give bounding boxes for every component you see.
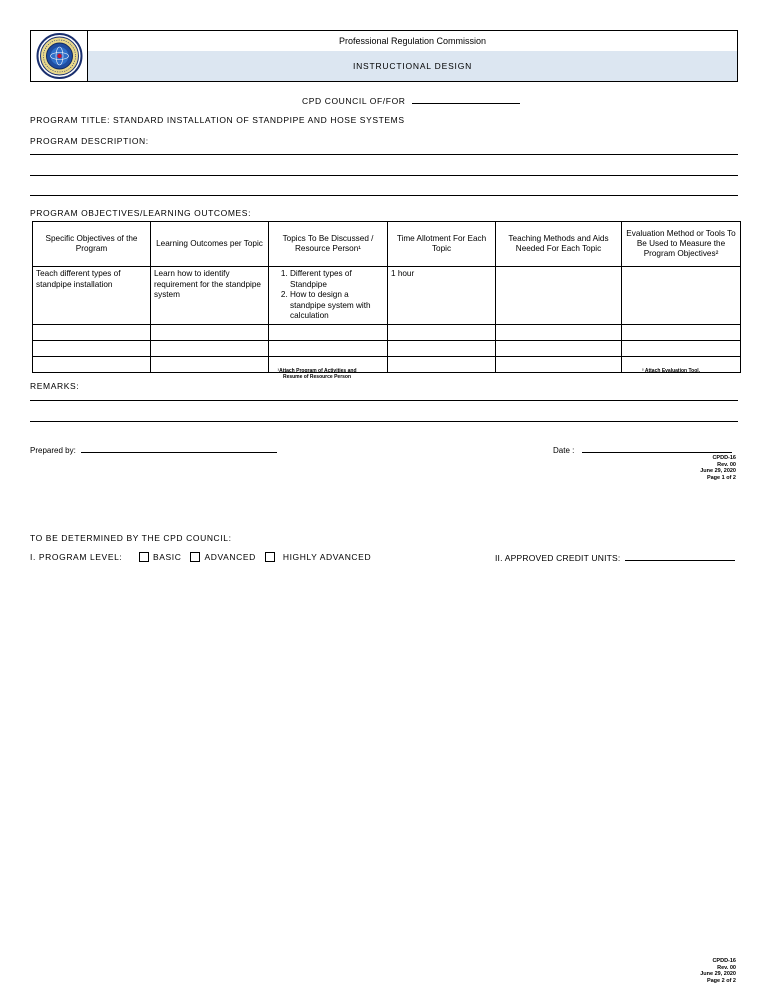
- cell-objective[interactable]: Teach different types of standpipe installation: [33, 267, 151, 325]
- prepared-by-label: Prepared by:: [30, 446, 76, 455]
- program-level-label: I. PROGRAM LEVEL:: [30, 552, 123, 562]
- cell-topics[interactable]: [269, 267, 388, 325]
- empty-cell[interactable]: [388, 340, 496, 356]
- empty-cell[interactable]: [269, 324, 388, 340]
- table-row: [33, 267, 741, 325]
- col-header-outcomes: Learning Outcomes per Topic: [151, 222, 269, 267]
- cpd-council-blank[interactable]: [412, 95, 520, 104]
- table-row: [33, 356, 741, 372]
- empty-cell[interactable]: [33, 356, 151, 372]
- credit-units-blank[interactable]: [625, 552, 735, 561]
- level-option-advanced[interactable]: [190, 552, 255, 562]
- date-blank[interactable]: [582, 444, 732, 453]
- cell-evaluation[interactable]: [622, 267, 741, 325]
- empty-cell[interactable]: [151, 324, 269, 340]
- checkbox-icon[interactable]: [190, 552, 200, 562]
- option-label: ADVANCED: [204, 552, 256, 562]
- empty-cell[interactable]: [33, 324, 151, 340]
- option-label: BASIC: [152, 552, 182, 562]
- organization-name: Professional Regulation Commission: [88, 31, 737, 52]
- description-line-1[interactable]: [30, 154, 738, 155]
- empty-cell[interactable]: [151, 356, 269, 372]
- objectives-table: [32, 221, 741, 373]
- revision-date: June 29, 2020: [700, 468, 736, 474]
- empty-cell[interactable]: [33, 340, 151, 356]
- date-label: Date :: [553, 446, 575, 455]
- table-row: [33, 324, 741, 340]
- document-title: INSTRUCTIONAL DESIGN: [88, 51, 737, 81]
- cpd-determined-label: TO BE DETERMINED BY THE CPD COUNCIL:: [30, 533, 232, 543]
- description-line-3[interactable]: [30, 195, 738, 196]
- empty-cell[interactable]: [622, 324, 741, 340]
- table-row: [33, 340, 741, 356]
- empty-cell[interactable]: [496, 340, 622, 356]
- col-header-time: Time Allotment For Each Topic: [388, 222, 496, 267]
- cell-time[interactable]: 1 hour: [388, 267, 496, 325]
- cell-outcome[interactable]: Learn how to identify requirement for the standpipe system: [151, 267, 269, 325]
- footnote-1: [256, 368, 378, 380]
- remarks-line-2[interactable]: [30, 421, 738, 422]
- col-header-methods: Teaching Methods and Aids Needed For Each Topic: [496, 222, 622, 267]
- empty-cell[interactable]: [622, 340, 741, 356]
- col-header-evaluation: Evaluation Method or Tools To Be Used to Measure the Program Objectives²: [622, 222, 741, 267]
- empty-cell[interactable]: [496, 324, 622, 340]
- page-number: Page 2 of 2: [706, 977, 736, 984]
- credit-units-label: II. APPROVED CREDIT UNITS:: [495, 553, 621, 563]
- page-number: Page 1 of 2: [706, 474, 736, 481]
- form-code: CPDD-16: [712, 958, 736, 964]
- footnote-2: ² Attach Evaluation Tool.: [642, 368, 701, 374]
- cell-methods[interactable]: [496, 267, 622, 325]
- program-title: PROGRAM TITLE: STANDARD INSTALLATION OF STANDPIPE AND HOSE SYSTEMS: [30, 115, 405, 125]
- remarks-line-1[interactable]: [30, 400, 738, 401]
- topic-item: 1. Different types of Standpipe: [290, 269, 384, 290]
- remarks-label: REMARKS:: [30, 381, 80, 391]
- empty-cell[interactable]: [269, 340, 388, 356]
- prc-seal-icon: [31, 31, 88, 81]
- cpd-council-label: CPD COUNCIL OF/FOR: [302, 96, 406, 106]
- cpd-council-line: [302, 95, 520, 106]
- empty-cell[interactable]: [388, 356, 496, 372]
- empty-cell[interactable]: [151, 340, 269, 356]
- footnote-1-line-2: Resume of Resource Person: [282, 374, 352, 380]
- revision: Rev. 00: [717, 461, 736, 468]
- col-header-objectives: Specific Objectives of the Program: [33, 222, 151, 267]
- credit-units-row: [495, 552, 735, 563]
- program-level-row: [30, 552, 371, 563]
- empty-cell[interactable]: [388, 324, 496, 340]
- col-header-topics: Topics To Be Discussed / Resource Person¹: [269, 222, 388, 267]
- topic-item: 2. How to design a standpipe system with calculation: [290, 290, 384, 322]
- program-description-label: PROGRAM DESCRIPTION:: [30, 136, 149, 146]
- prepared-by-blank[interactable]: [81, 444, 277, 453]
- checkbox-icon[interactable]: [265, 552, 275, 562]
- document-header: [30, 30, 738, 82]
- page-2-meta: [700, 958, 736, 984]
- level-option-basic[interactable]: [139, 552, 182, 562]
- footnote-1-line-1: ¹Attach Program of Activities and: [277, 368, 357, 374]
- form-code: CPDD-16: [712, 455, 736, 461]
- revision: Rev. 00: [717, 964, 736, 971]
- description-line-2[interactable]: [30, 175, 738, 176]
- date-line: [553, 444, 732, 455]
- revision-date: June 29, 2020: [700, 971, 736, 977]
- table-header-row: [33, 222, 741, 267]
- checkbox-icon[interactable]: [139, 552, 149, 562]
- prepared-by-line: [30, 444, 277, 455]
- topics-list: [272, 269, 384, 322]
- option-label: HIGHLY ADVANCED: [282, 552, 372, 562]
- logo-cell: [31, 31, 88, 81]
- empty-cell[interactable]: [496, 356, 622, 372]
- objectives-label: PROGRAM OBJECTIVES/LEARNING OUTCOMES:: [30, 208, 252, 218]
- page-1-meta: [700, 455, 736, 481]
- level-option-highly-advanced[interactable]: [265, 552, 371, 562]
